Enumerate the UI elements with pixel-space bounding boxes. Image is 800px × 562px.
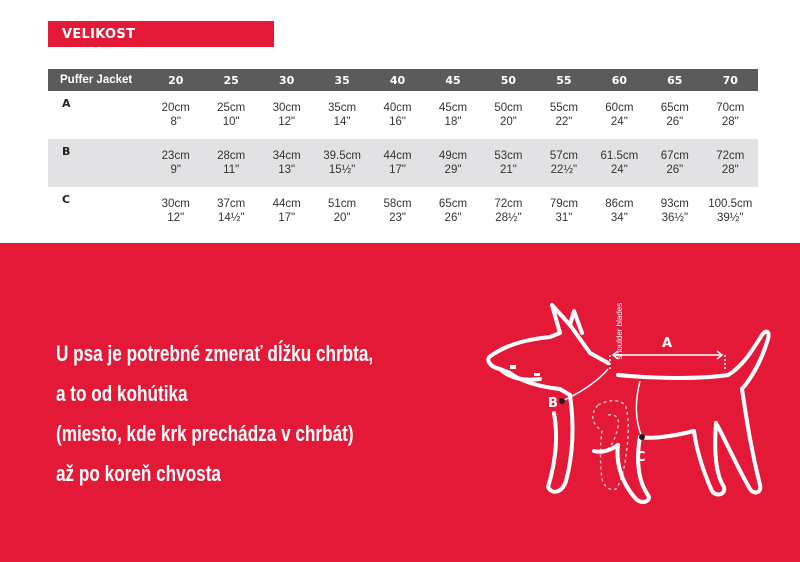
measurement-inches: 16" [389,116,406,128]
measurement-cell [481,101,536,129]
measurement-inches: 31" [555,212,573,224]
measurement-cell [592,101,647,129]
table-row [48,139,758,187]
dog-eye-icon [510,365,516,369]
size-header: 20 [168,73,184,87]
measurement-cm: 34cm [272,150,301,162]
measurement-cm: 28cm [217,150,246,162]
measurement-inches: 18" [444,116,462,128]
measurement-inches: 22½" [550,164,578,176]
measurement-inches: 23" [389,212,406,224]
measurement-cm: 79cm [549,198,578,210]
size-header: 55 [556,73,572,87]
measurement-cell [536,149,591,177]
label-c: C [636,450,646,465]
measurement-inches: 9" [170,164,181,176]
measurement-cell [703,197,758,225]
measurement-cell [314,101,369,129]
measurement-inches: 14" [333,116,351,128]
measurement-cell [370,197,425,225]
shoulder-blades-label: shoulder blades [615,302,624,360]
size-header: 70 [722,73,738,87]
measurement-cm: 58cm [383,198,412,210]
measurement-inches: 26" [666,116,684,128]
dog-nose-icon [534,373,540,376]
size-header: 30 [278,73,295,87]
label-b: B [548,396,558,411]
size-header: 40 [389,73,406,87]
table-row [48,187,758,235]
measurement-cm: 53cm [494,150,523,162]
table-row [48,91,758,139]
size-table [48,69,758,235]
measurement-cm: 65cm [660,102,689,114]
measurement-instruction [56,334,384,494]
size-title-banner [48,21,274,47]
measurement-inches: 17" [278,212,296,224]
measurement-inches: 20" [500,116,517,128]
measurement-cm: 35cm [328,102,357,114]
measurement-cm: 37cm [217,198,246,210]
measurement-cm: 30cm [161,198,190,210]
measurement-cell [647,197,702,225]
measurement-cell [703,149,758,177]
measurement-cm: 50cm [494,102,523,114]
measurement-inches: 28½" [495,212,522,224]
measurement-cell [425,197,480,225]
label-a: A [662,336,673,351]
measurement-cm: 72cm [494,198,523,210]
measurement-inches: 8" [170,116,181,128]
measurement-inches: 14½" [217,212,245,224]
measurement-cell [703,101,758,129]
measurement-cm: 51cm [328,198,357,210]
measurement-cm: 49cm [438,150,468,162]
measurement-inches: 39½" [717,212,744,224]
measurement-cm: 55cm [549,102,578,114]
measurement-cell [148,197,203,225]
measurement-cm: 57cm [549,150,578,162]
measurement-inches: 28" [721,116,739,128]
measurement-inches: 21" [500,164,517,176]
measurement-cm: 30cm [272,102,301,114]
instruction-line: (miesto, kde krk prechádza v chrbát) [56,421,354,446]
measurement-inches: 24" [610,164,628,176]
measurement-cm: 70cm [716,102,745,114]
measurement-cm: 67cm [660,150,689,162]
measurement-cell [592,149,647,177]
measurement-inches: 22" [555,116,573,128]
measurement-cm: 100.5cm [708,198,753,210]
measurement-cm: 61.5cm [600,150,639,162]
measurement-inches: 10" [222,116,240,128]
size-header: 25 [223,73,239,87]
measurement-cell [259,149,314,177]
dog-outline-icon [488,302,768,502]
measurement-inches: 12" [167,212,185,224]
measurement-cell [536,101,591,129]
measurement-cm: 23cm [161,150,190,162]
row-label: C [62,193,71,206]
measurement-cell [647,101,702,129]
measurement-inches: 12" [278,116,296,128]
dog-measurement-diagram [470,255,790,555]
instruction-line: a to od kohútika [56,381,188,406]
corner-label: Puffer Jacket [60,74,133,86]
measurement-cell [259,197,314,225]
size-header: 50 [500,73,517,87]
size-title: VELIKOST [62,26,136,42]
measurement-cell [148,149,203,177]
measurement-lines [562,351,725,437]
measurement-cm: 39.5cm [323,150,361,162]
measurement-cm: 25cm [217,102,246,114]
measurement-inches: 26" [444,212,462,224]
measurement-cm: 44cm [272,198,301,210]
measurement-inches: 20" [333,212,351,224]
measurement-cell [425,101,480,129]
measurement-cell [481,149,536,177]
measurement-cell [370,101,425,129]
measurement-cm: 72cm [716,150,745,162]
measurement-inches: 11" [223,164,240,176]
measurement-inches: 28" [721,164,739,176]
size-header: 60 [611,73,627,87]
measurement-cell [203,101,258,129]
measurement-cm: 86cm [605,198,634,210]
measurement-cell [536,197,591,225]
measurement-cm: 45cm [438,102,468,114]
instruction-line: až po koreň chvosta [56,461,221,486]
measurement-cell [314,197,369,225]
measurement-inches: 29" [444,164,462,176]
row-label: B [62,145,71,158]
measurement-inches: 34" [610,212,628,224]
measurement-inches: 15½" [328,164,356,176]
measurement-inches: 13" [278,164,296,176]
size-header: 35 [334,73,350,87]
row-label: A [62,97,71,110]
measurement-cell [370,149,425,177]
measurement-inches: 26" [666,164,684,176]
measurement-cell [148,101,203,129]
measurement-cm: 60cm [605,102,634,114]
instruction-line: U psa je potrebné zmerať dĺžku chrbta, [56,341,374,366]
measurement-cell [425,149,480,177]
measurement-cell [647,149,702,177]
measurement-inches: 36½" [661,212,689,224]
size-header: 45 [445,73,461,87]
measurement-cell [314,149,369,177]
size-table-header [48,69,758,91]
measurement-cm: 65cm [438,198,468,210]
measurement-cell [481,197,536,225]
size-header: 65 [667,73,683,87]
measurement-cm: 44cm [383,150,412,162]
measurement-cell [259,101,314,129]
size-table-body [48,91,758,235]
measurement-cell [203,149,258,177]
measurement-cm: 40cm [383,102,412,114]
measurement-cm: 93cm [660,198,689,210]
measurement-inches: 17" [389,164,406,176]
measurement-inches: 24" [610,116,628,128]
measurement-cm: 20cm [161,102,190,114]
measurement-cell [203,197,258,225]
measurement-cell [592,197,647,225]
